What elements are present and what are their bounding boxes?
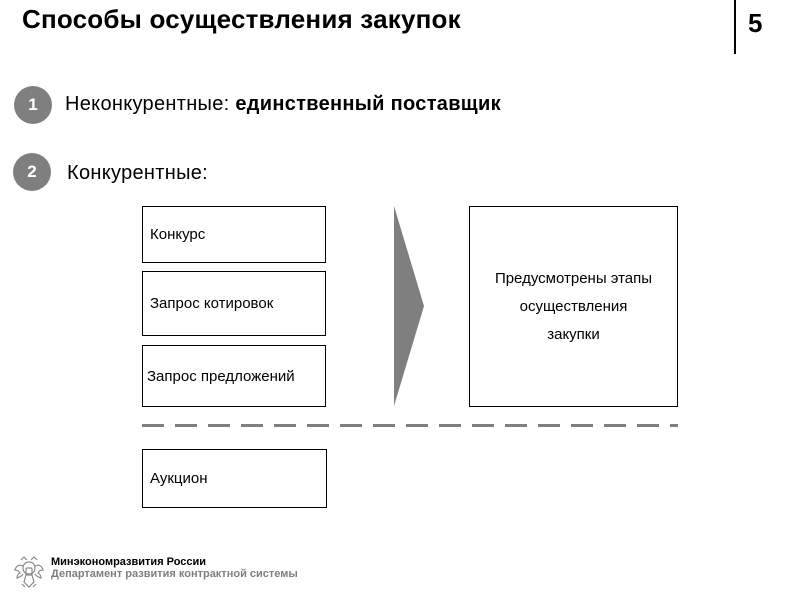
item-2-label: Конкурентные: [67, 162, 209, 184]
header-divider [734, 0, 736, 54]
coat-of-arms-icon [12, 554, 46, 590]
method-label: Аукцион [150, 470, 208, 487]
page-number: 5 [748, 8, 763, 38]
item-number-badge-2: 2 [13, 153, 51, 191]
result-text [495, 265, 652, 349]
item-number-badge-1: 1 [14, 86, 52, 124]
method-box-auktsion [142, 449, 327, 508]
method-box-konkurs [142, 206, 326, 263]
arrow-right-icon [392, 206, 426, 406]
method-label: Конкурс [150, 226, 206, 243]
result-box [469, 206, 678, 407]
item-1-label: Неконкурентные: [65, 93, 230, 115]
method-label: Запрос предложений [147, 367, 295, 385]
result-line-1: Предусмотрены этапы [494, 269, 653, 287]
slide-title: Способы осуществления закупок [22, 4, 461, 34]
footer-ministry: Минэкономразвития России [51, 556, 207, 568]
method-label: Запрос котировок [150, 295, 274, 312]
dashed-separator [142, 424, 678, 427]
item-1-text [65, 93, 501, 116]
item-1-emphasis: единственный поставщик [235, 93, 501, 115]
method-box-zapros-predlozheniy [142, 345, 326, 407]
method-box-zapros-kotirovok [142, 271, 326, 336]
result-line-3: закупки [547, 325, 600, 343]
result-line-2: осуществления [519, 297, 628, 315]
footer-department: Департамент развития контрактной системы [51, 568, 298, 580]
